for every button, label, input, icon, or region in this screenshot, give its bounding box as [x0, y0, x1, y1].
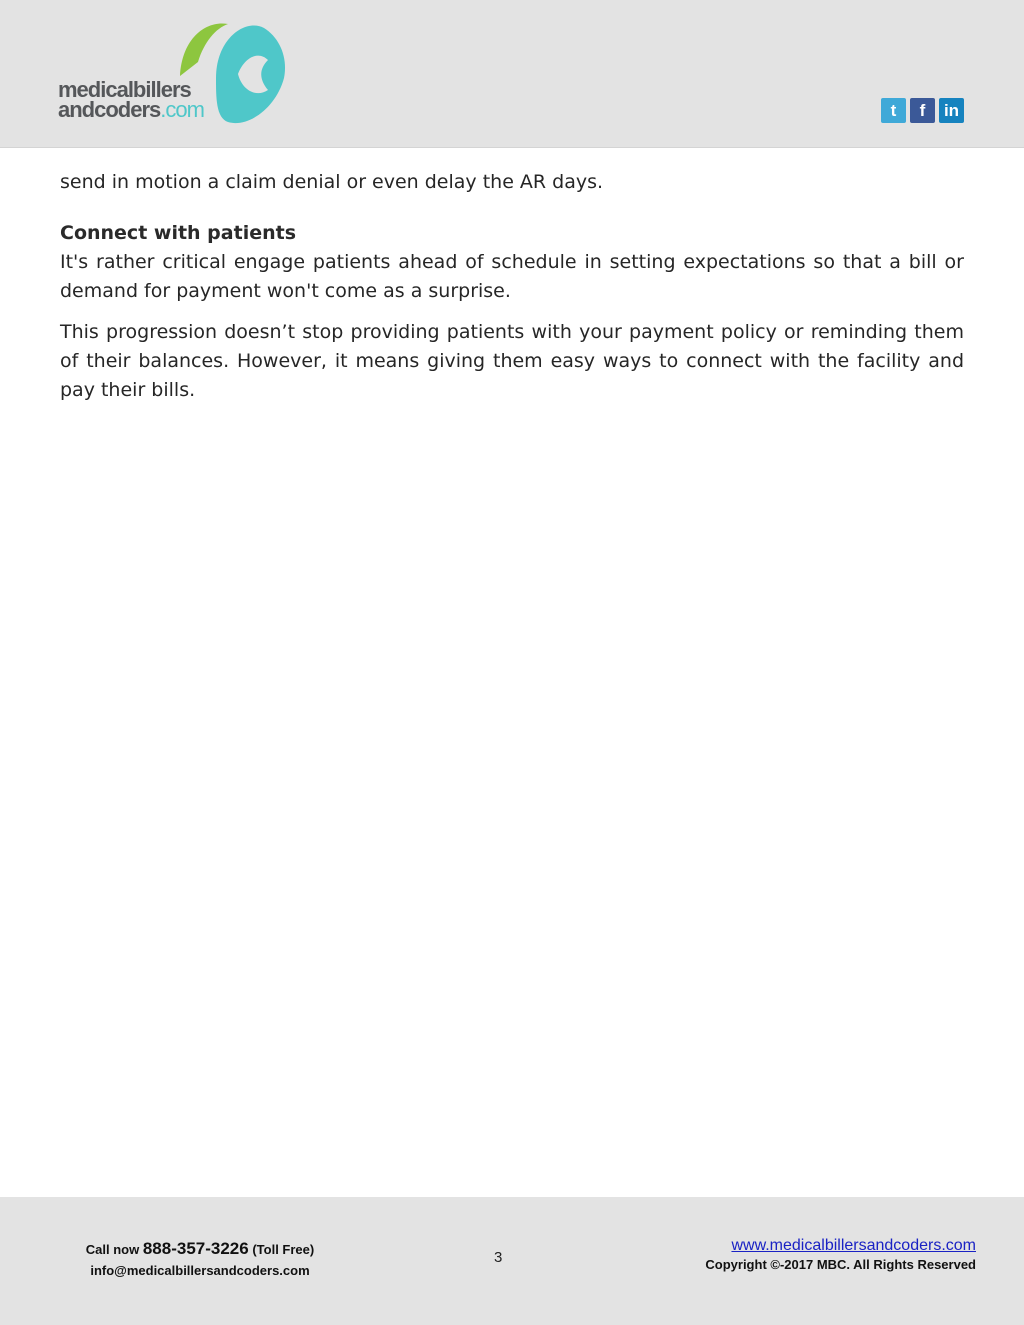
- twitter-icon[interactable]: t: [881, 98, 906, 123]
- logo-line-2: andcoders: [58, 97, 161, 122]
- site-info: [676, 1237, 976, 1272]
- email-address[interactable]: info@medicalbillersandcoders.com: [90, 1263, 310, 1278]
- website-link[interactable]: www.medicalbillersandcoders.com: [731, 1237, 976, 1254]
- phone-number[interactable]: 888-357-3226: [142, 1239, 249, 1258]
- article-body: [60, 168, 964, 405]
- logo-line-1: medicalbillers: [58, 77, 191, 102]
- contact-info: [80, 1239, 320, 1278]
- linkedin-icon[interactable]: in: [939, 98, 964, 123]
- section-heading: Connect with patients: [60, 222, 297, 244]
- paragraph-continuation: send in motion a claim denial or even delay the AR days.: [60, 171, 604, 193]
- copyright-notice: Copyright ©-2017 MBC. All Rights Reserved: [705, 1257, 976, 1272]
- company-logo[interactable]: [58, 18, 298, 133]
- page-number: 3: [494, 1249, 503, 1266]
- paragraph-expectations: It's rather critical engage patients ahead of schedule in setting expectations so that a bill or demand for payment won't come as a surprise.: [60, 251, 964, 302]
- facebook-icon[interactable]: f: [910, 98, 935, 123]
- logo-wordmark: [58, 77, 204, 122]
- social-links: [881, 98, 964, 123]
- paragraph-progression: This progression doesn’t stop providing patients with your payment policy or reminding them of their balances. However, it means giving them easy ways to connect with the facility and pay their bills.: [60, 321, 964, 401]
- page-header: [0, 0, 1024, 148]
- page-footer: [0, 1197, 1024, 1325]
- call-prefix: Call now: [85, 1242, 143, 1257]
- call-line: [80, 1239, 320, 1259]
- logo-domain-suffix: .com: [160, 97, 204, 122]
- toll-free-label: (Toll Free): [248, 1242, 315, 1257]
